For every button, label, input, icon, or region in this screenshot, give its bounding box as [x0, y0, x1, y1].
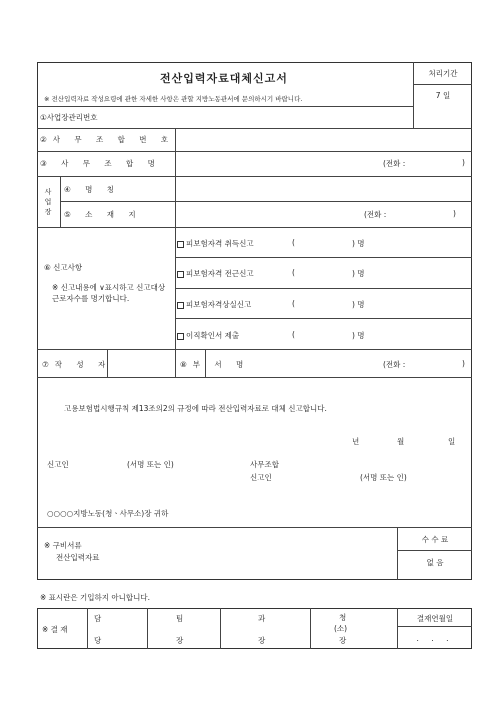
approval-c1b: 당 — [94, 636, 102, 645]
report-item-1[interactable]: 피보험자격 취득신고 ( ) 명 — [177, 238, 467, 249]
report-item-2[interactable]: 피보험자격 전근신고 ( ) 명 — [177, 268, 467, 279]
union-phone-close: ) — [462, 158, 465, 167]
writer-label: ⑦작 성 자 — [42, 360, 112, 369]
form-title: 전산입력자료대체신고서 — [160, 72, 288, 85]
union-phone-open: (전화 : — [383, 159, 406, 168]
reporter-label: 신고인 — [47, 460, 69, 469]
approval-c1a: 담 — [94, 614, 102, 623]
department-label: ⑧부 서 명 — [180, 360, 250, 369]
workplace-label: 사업장 — [44, 188, 52, 216]
reporter-sign: (서명 또는 인) — [127, 460, 174, 469]
approval-c3a: 과 — [258, 614, 266, 623]
processing-label: 처리기간 — [428, 69, 458, 78]
attachments-label: ※ 구비서류 — [44, 541, 82, 550]
approval-date-label: 결재연월일 — [416, 614, 454, 623]
union-label: 사무조합 — [250, 460, 279, 469]
workplace-address-label: ⑤ 소 재 지 — [64, 210, 142, 219]
report-item-4[interactable]: 이직확인서 제출 ( ) 명 — [177, 330, 467, 341]
union-reporter-label: 신고인 — [250, 473, 272, 482]
approval-c4a: 청 — [339, 613, 347, 622]
report-note: ※ 신고내용에 ∨표시하고 신고대상 근로자수를 명기합니다. — [52, 283, 166, 303]
union-name-label: ③ 사 무 조 합 명 — [40, 159, 161, 168]
writer-phone-open: (전화 : — [383, 360, 406, 369]
workplace-phone-open: (전화 : — [364, 210, 387, 219]
processing-value: 7 일 — [435, 91, 451, 100]
report-item-3[interactable]: 피보험자격상실신고 ( ) 명 — [177, 299, 467, 310]
date-year: 년 — [352, 437, 360, 446]
approval-c2a: 팀 — [176, 614, 184, 623]
statement-text: 고용보험법시행규칙 제13조의2의 규정에 따라 전산입력자료로 대체 신고합니다. — [64, 404, 327, 413]
checkbox-icon[interactable] — [177, 333, 184, 340]
approval-c4m: (소) — [334, 624, 348, 633]
header-note: ※ 전산입력자료 작성요령에 관한 자세한 사항은 관할 지방노동관서에 문의하시기 바랍니다. — [44, 95, 303, 103]
attachments-item: 전산입력자료 — [56, 553, 100, 562]
approval-c2b: 장 — [176, 636, 184, 645]
union-number-value[interactable] — [176, 129, 471, 150]
fee-label: 수 수 료 — [421, 535, 449, 544]
addressee: ○○○○지방노동(청ㆍ사무소)장 귀하 — [47, 509, 169, 518]
workplace-number-value[interactable] — [176, 107, 412, 127]
workplace-phone-close: ) — [453, 209, 456, 218]
writer-phone-close: ) — [462, 359, 465, 368]
approval-c3b: 장 — [258, 636, 266, 645]
checkbox-icon[interactable] — [177, 241, 184, 248]
union-sign: (서명 또는 인) — [360, 473, 407, 482]
checkbox-icon[interactable] — [177, 271, 184, 278]
footer-note: ※ 표시란은 기입하지 아니합니다. — [40, 593, 151, 602]
workplace-name-label: ④ 명 칭 — [64, 185, 120, 194]
fee-value: 없 음 — [426, 558, 444, 567]
report-label: ⑥ 신고사항 — [44, 263, 83, 272]
union-number-label: ②사 무 조 합 번 호 — [40, 135, 175, 144]
workplace-number-label: ①사업장관리번호 — [40, 113, 98, 122]
approval-date-value: . . . — [416, 634, 454, 643]
checkbox-icon[interactable] — [177, 302, 184, 309]
date-month: 월 — [397, 437, 405, 446]
date-day: 일 — [448, 437, 456, 446]
approval-c4b: 장 — [339, 636, 347, 645]
approval-label: ※ 결 재 — [42, 625, 68, 634]
